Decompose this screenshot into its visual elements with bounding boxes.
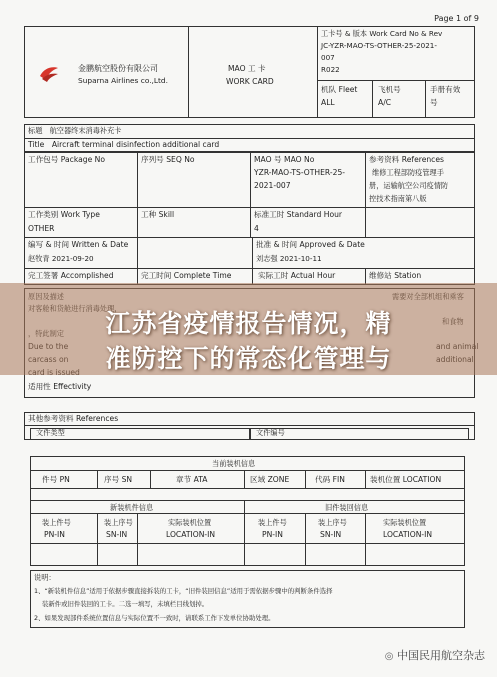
doc-no-label: 文件编号 — [256, 428, 285, 437]
skill-label: 工种 Skill — [141, 210, 175, 219]
col-sn: 序号 SN — [104, 475, 133, 484]
new-pn-in-code: PN-IN — [44, 530, 65, 539]
new-loc-in-code: LOCATION-IN — [166, 530, 216, 539]
title-cn: 标题 航空器终末消毒补充卡 — [28, 126, 122, 135]
manual-value: 号 — [430, 98, 438, 107]
mao-label: MAO 号 MAO No — [254, 155, 315, 164]
stdhour-label: 标准工时 Standard Hour — [254, 210, 343, 219]
old-loc-in-code: LOCATION-IN — [383, 530, 433, 539]
col-pn: 件号 PN — [42, 475, 70, 484]
col-zone: 区域 ZONE — [250, 475, 290, 484]
company-name-cn: 金鹏航空股份有限公司 — [78, 64, 158, 73]
new-sn-in-label: 装上序号 — [104, 518, 133, 527]
other-refs-label: 其他参考资料 References — [28, 414, 119, 423]
written-label: 编写 & 时间 Written & Date — [28, 240, 129, 249]
airline-logo-icon — [38, 62, 60, 84]
note-2: 2、如果发现部件系统位置信息与实际位置不一致时，请联系工作下发单位协助处理。 — [34, 614, 275, 622]
refs-value-2: 册，运输航空公司疫情防 — [369, 181, 449, 190]
installed-title: 当前装机信息 — [212, 459, 256, 468]
card-title-cn: MAO 工 卡 — [228, 64, 266, 73]
old-pn-in-label: 装上件号 — [258, 518, 287, 527]
old-sn-in-label: 装上序号 — [318, 518, 347, 527]
col-ata: 章节 ATA — [176, 475, 208, 484]
new-parts-title: 新装机件信息 — [110, 503, 154, 512]
new-sn-in-code: SN-IN — [106, 530, 128, 539]
page-number: Page 1 of 9 — [434, 14, 479, 23]
source-watermark: ◎ 中国民用航空杂志 — [384, 649, 485, 662]
old-sn-in-code: SN-IN — [320, 530, 342, 539]
note-1a: 1、“新装机件信息”适用于依据步骤直接拆装的工卡，“旧件装回信息”适用于需依据步骤中的判断条件选择 — [34, 587, 333, 595]
banner-line-2: 准防控下的常态化管理与 — [105, 344, 392, 373]
aircraft-label: 飞机号 — [378, 85, 401, 94]
completion-label: 完工时间 Complete Time — [141, 271, 232, 280]
worktype-label: 工作类别 Work Type — [28, 210, 100, 219]
manual-label: 手册有效 — [430, 85, 461, 94]
fleet-label: 机队 Fleet — [321, 85, 358, 94]
col-fin: 代码 FIN — [315, 475, 345, 484]
old-loc-in-label: 实际装机位置 — [383, 518, 427, 527]
card-no-value: JC-YZR-MAO-TS-OTHER-25-2021- — [321, 41, 437, 50]
actual-hour-label: 实际工时 Actual Hour — [258, 271, 336, 280]
notes-title: 说明： — [34, 573, 56, 582]
stdhour-value: 4 — [254, 224, 259, 233]
banner-line-1: 江苏省疫情报告情况，精 — [105, 309, 392, 338]
doc-type-label: 文件类型 — [36, 428, 65, 437]
mao-value: YZR-MAO-TS-OTHER-25- — [254, 168, 346, 177]
title-en: Title Aircraft terminal disinfection additional card — [28, 140, 220, 149]
company-name-en: Suparna Airlines co.,Ltd. — [78, 76, 168, 85]
seq-label: 序列号 SEQ No — [141, 155, 195, 164]
col-location: 装机位置 LOCATION — [370, 475, 442, 484]
mao-value-2: 2021-007 — [254, 181, 291, 190]
old-pn-in-code: PN-IN — [262, 530, 283, 539]
station-label: 维修站 Station — [369, 271, 422, 280]
card-rev: R022 — [321, 65, 340, 74]
new-pn-in-label: 装上件号 — [42, 518, 71, 527]
refs-label: 参考资料 References — [369, 155, 444, 164]
accomplished-label: 完工签署 Accomplished — [28, 271, 114, 280]
card-no-label: 工卡号 & 版本 Work Card No & Rev — [321, 29, 443, 38]
approved-value: 刘志强 2021-10-11 — [256, 254, 322, 263]
card-no-value-2: 007 — [321, 53, 335, 62]
approved-label: 批准 & 时间 Approved & Date — [256, 240, 365, 249]
wechat-icon: ◎ — [384, 651, 394, 662]
installed-table — [30, 456, 465, 566]
new-loc-in-label: 实际装机位置 — [168, 518, 212, 527]
refs-value-1: 维修工程部防疫管理手 — [372, 168, 444, 177]
old-parts-title: 旧件装回信息 — [325, 503, 369, 512]
written-value: 赵牧青 2021-09-20 — [28, 254, 94, 263]
note-1b: 装新件或旧件装回的工卡。二选一填写，未填栏目线划掉。 — [42, 600, 209, 608]
card-title-en: WORK CARD — [226, 77, 274, 86]
effectivity-label: 适用性 Effectivity — [28, 382, 92, 391]
refs-value-3: 控技术指南第八版 — [369, 194, 427, 203]
fleet-value: ALL — [321, 98, 335, 107]
worktype-value: OTHER — [28, 224, 55, 233]
package-label: 工作包号 Package No — [28, 155, 106, 164]
aircraft-value: A/C — [378, 98, 392, 107]
